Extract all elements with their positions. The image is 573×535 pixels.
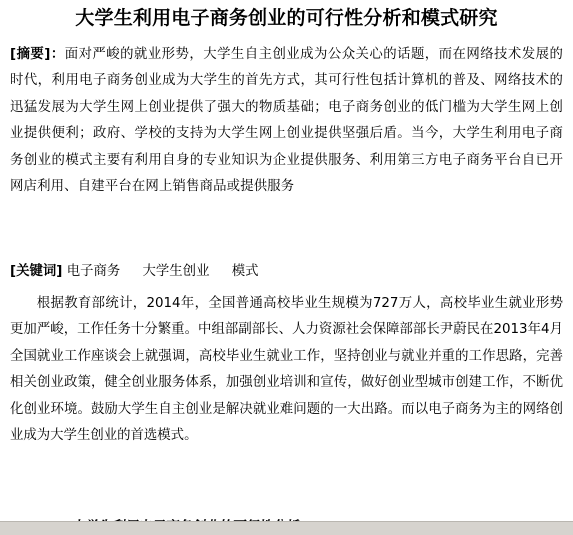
keywords-line	[10, 261, 563, 283]
keyword-item: 电子商务	[66, 264, 121, 279]
body-paragraph: 根据教育部统计，2014年，全国普通高校毕业生规模为727万人，高校毕业生就业形势更加严峻，工作任务十分繁重。中组部副部长、人力资源社会保障部部长尹蔚民在2013年4月全国就业工作座谈会上就强调，高校毕业生就业工作，坚持创业与就业并重的工作思路，完善相关创业政策，健全创业服务体系，加强创业培训和宣传，做好创业型城市创建工作，不断优化创业环境。鼓励大学生自主创业是解决就业难问题的一大出路。而以电子商务为主的网络创业成为大学生创业的首选模式。	[10, 296, 563, 444]
keywords-label: [关键词]	[10, 264, 63, 279]
document-title: 大学生利用电子商务创业的可行性分析和模式研究	[75, 7, 498, 29]
abstract-block	[10, 42, 563, 200]
abstract-text: 面对严峻的就业形势，大学生自主创业成为公众关心的话题，而在网络技术发展的时代，利用电子商务创业成为大学生的首先方式，其可行性包括计算机的普及、网络技术的迅猛发展为大学生网上创业提供了强大的物质基础；电子商务创业的低门槛为大学生网上创业提供便利；政府、学校的支持为大学生网上创业提供坚强后盾。当今，大学生利用电子商务创业的模式主要有利用自身的专业知识为企业提供服务、利用第三方电子商务平台自已开网店利用、自建平台在网上销售商品或提供服务	[10, 47, 563, 195]
keyword-item: 模式	[231, 264, 259, 279]
keyword-item: 大学生创业	[142, 264, 210, 279]
abstract-label: [摘要]：	[10, 47, 65, 62]
window-bottom-bar	[0, 521, 573, 535]
